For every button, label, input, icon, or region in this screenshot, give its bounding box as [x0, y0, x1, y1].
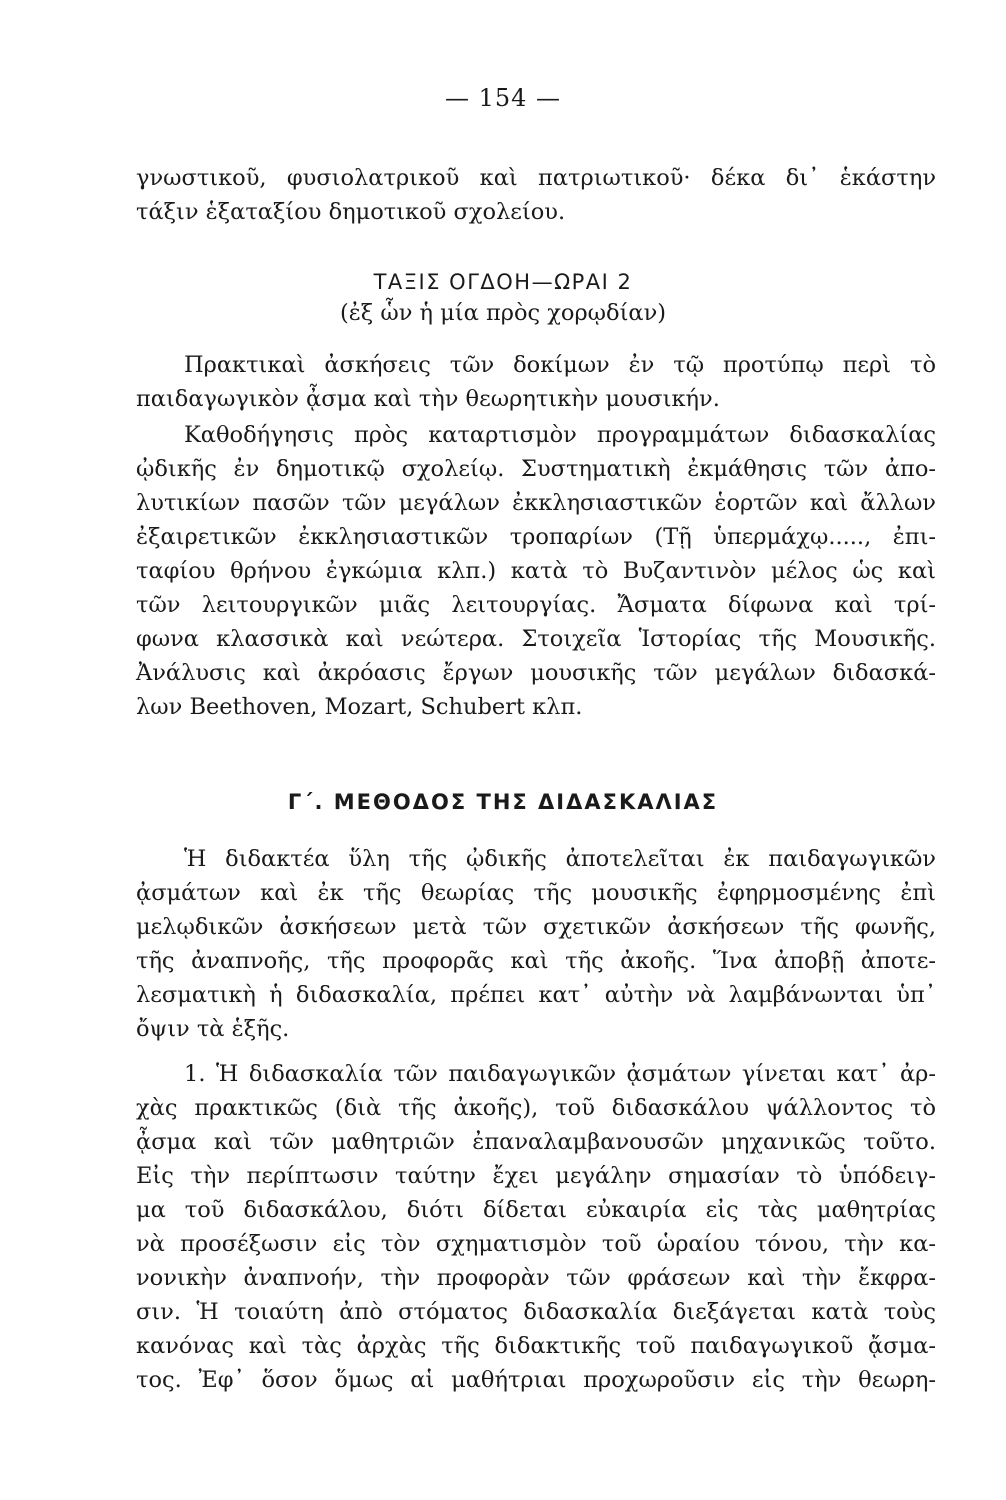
text-line: τῶν λειτουργικῶν μιᾶς λειτουργίας. Ἄσματα δίφωνα καὶ τρί-	[136, 592, 936, 618]
text-line: ἐξαιρετικῶν ἐκκλησιαστικῶν τροπαρίων (Τῇ ὑπερμάχῳ....., ἐπι-	[136, 524, 936, 550]
text-line: παιδαγωγικὸν ᾆσμα καὶ τὴν θεωρητικὴν μουσικήν.	[136, 386, 720, 412]
text-line: γνωστικοῦ, φυσιολατρικοῦ καὶ πατριωτικοῦ· δέκα δι᾽ ἑκάστην	[136, 165, 936, 191]
section-subheading: (ἐξ ὧν ἡ μία πρὸς χορῳδίαν)	[339, 300, 667, 326]
text-line: λων Beethoven, Mozart, Schubert κλπ.	[136, 694, 583, 720]
text-line: 1. Ἡ διδασκαλία τῶν παιδαγωγικῶν ᾀσμάτων γίνεται κατ᾽ ἀρ-	[184, 1061, 936, 1087]
text-line: τος. Ἐφ᾽ ὅσον ὅμως αἱ μαθήτριαι προχωροῦσιν εἰς τὴν θεωρη-	[136, 1367, 936, 1393]
text-line: νονικὴν ἀναπνοήν, τὴν προφορὰν τῶν φράσεων καὶ τὴν ἔκφρα-	[136, 1265, 936, 1291]
text-line: νὰ προσέξωσιν εἰς τὸν σχηματισμὸν τοῦ ὡραίου τόνου, τὴν κα-	[136, 1231, 936, 1257]
text-line: Ἡ διδακτέα ὕλη τῆς ᾠδικῆς ἀποτελεῖται ἐκ παιδαγωγικῶν	[184, 846, 936, 872]
text-line: χὰς πρακτικῶς (διὰ τῆς ἀκοῆς), τοῦ διδασκάλου ψάλλοντος τὸ	[136, 1095, 936, 1121]
section-heading-eighth-grade: ΤΑΞΙΣ ΟΓΔΟΗ—ΩΡΑΙ 2	[373, 270, 633, 294]
text-line: μελῳδικῶν ἀσκήσεων μετὰ τῶν σχετικῶν ἀσκήσεων τῆς φωνῆς,	[136, 914, 936, 940]
text-line: λυτικίων πασῶν τῶν μεγάλων ἐκκλησιαστικῶν ἑορτῶν καὶ ἄλλων	[136, 490, 936, 516]
text-line: φωνα κλασσικὰ καὶ νεώτερα. Στοιχεῖα Ἱστορίας τῆς Μουσικῆς.	[136, 626, 936, 652]
method-paragraph-1	[136, 842, 936, 1046]
text-line: ᾆσμα καὶ τῶν μαθητριῶν ἐπαναλαμβανουσῶν μηχανικῶς τοῦτο.	[136, 1129, 936, 1155]
text-line: ταφίου θρήνου ἐγκώμια κλπ.) κατὰ τὸ Βυζαντινὸν μέλος ὡς καὶ	[136, 558, 936, 584]
text-line: ᾠδικῆς ἐν δημοτικῷ σχολείῳ. Συστηματικὴ ἐκμάθησις τῶν ἀπο-	[136, 456, 936, 482]
text-line: ὄψιν τὰ ἑξῆς.	[136, 1016, 290, 1042]
text-line: σιν. Ἡ τοιαύτη ἀπὸ στόματος διδασκαλία διεξάγεται κατὰ τοὺς	[136, 1299, 936, 1325]
page-number: — 154 —	[444, 84, 562, 112]
text-line: λεσματικὴ ἡ διδασκαλία, πρέπει κατ᾽ αὐτὴν νὰ λαμβάνωνται ὑπ᾽	[136, 982, 936, 1008]
text-line: Πρακτικαὶ ἀσκήσεις τῶν δοκίμων ἐν τῷ προτύπῳ περὶ τὸ	[184, 352, 936, 378]
eighth-grade-paragraph-1	[136, 348, 936, 416]
text-line: Καθοδήγησις πρὸς καταρτισμὸν προγραμμάτων διδασκαλίας	[184, 422, 936, 448]
text-line: μα τοῦ διδασκάλου, διότι δίδεται εὐκαιρία εἰς τὰς μαθητρίας	[136, 1197, 936, 1223]
section-heading-method: Γ΄. ΜΕΘΟΔΟΣ ΤΗΣ ΔΙΔΑΣΚΑΛΙΑΣ	[287, 790, 719, 814]
text-line: ᾀσμάτων καὶ ἐκ τῆς θεωρίας τῆς μουσικῆς ἐφηρμοσμένης ἐπὶ	[136, 880, 936, 906]
intro-paragraph	[136, 161, 936, 229]
text-line: Εἰς τὴν περίπτωσιν ταύτην ἔχει μεγάλην σημασίαν τὸ ὑπόδειγ-	[136, 1163, 936, 1189]
text-line: τῆς ἀναπνοῆς, τῆς προφορᾶς καὶ τῆς ἀκοῆς. Ἵνα ἀποβῇ ἀποτε-	[136, 948, 936, 974]
method-paragraph-2	[136, 1057, 936, 1397]
text-line: τάξιν ἑξαταξίου δημοτικοῦ σχολείου.	[136, 199, 566, 225]
text-line: κανόνας καὶ τὰς ἀρχὰς τῆς διδακτικῆς τοῦ παιδαγωγικοῦ ᾄσμα-	[136, 1333, 936, 1359]
text-line: Ἀνάλυσις καὶ ἀκρόασις ἔργων μουσικῆς τῶν μεγάλων διδασκά-	[136, 660, 936, 686]
eighth-grade-paragraph-2	[136, 418, 936, 724]
